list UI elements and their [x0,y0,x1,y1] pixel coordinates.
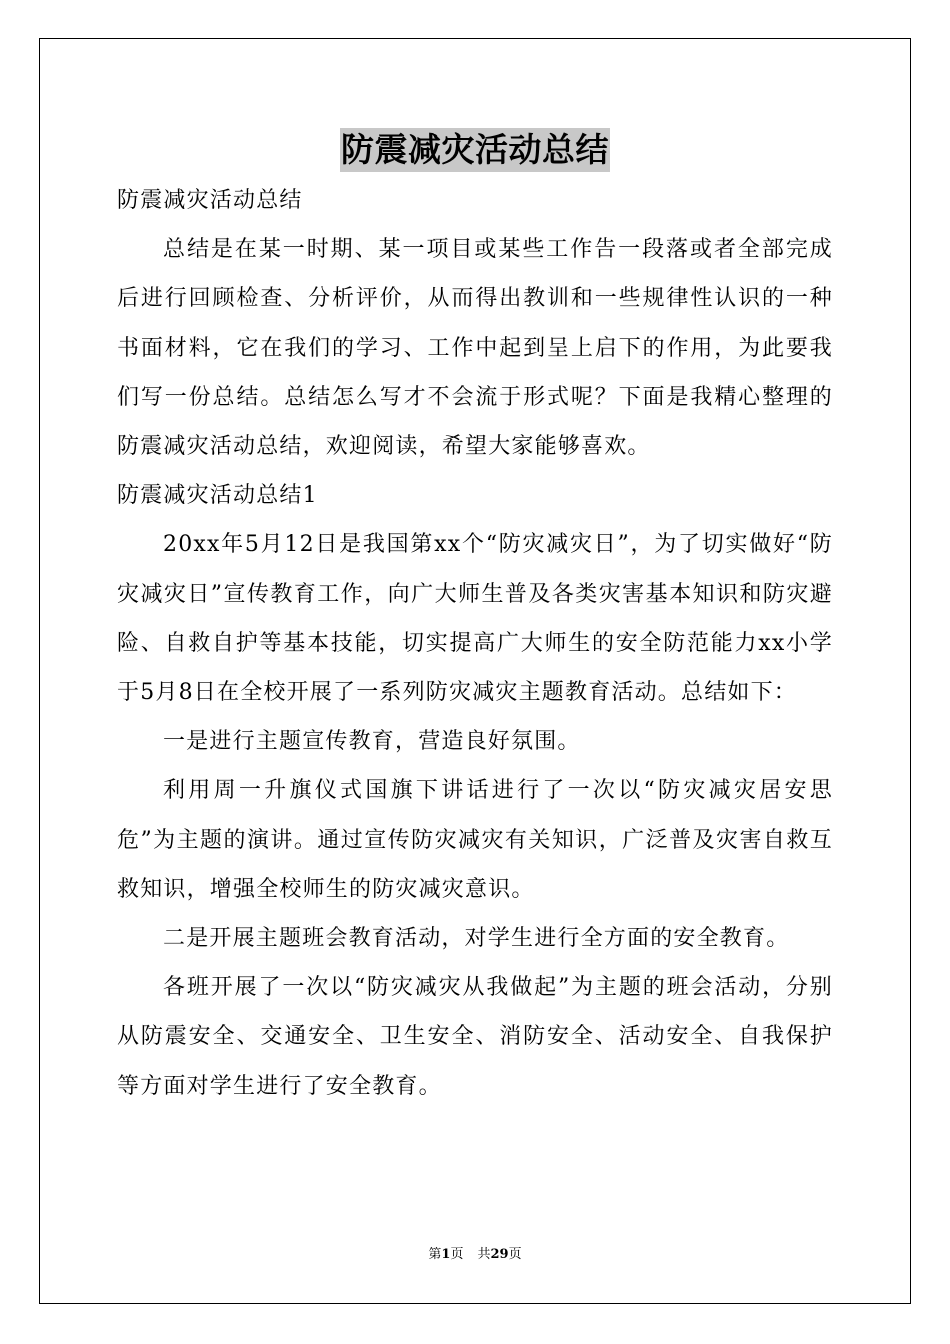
page-prefix: 第 [428,1247,442,1262]
paragraph-3: 20xx年5月12日是我国第xx个“防灾减灾日”，为了切实做好“防灾减灾日”宣传教育工作，向广大师生普及各类灾害基本知识和防灾避险、自救自护等基本技能，切实提高广大师生的安全防范能力xx小学于5月8日在全校开展了一系列防灾减灾主题教育活动。总结如下： [117,532,833,706]
page-total: 29 [490,1247,509,1262]
paragraph-4: 一是进行主题宣传教育，营造良好氛围。 [163,729,581,755]
paragraph-2: 防震减灾活动总结1 [117,483,318,509]
page-suffix: 页 [450,1247,464,1262]
paragraph-6: 二是开展主题班会教育活动，对学生进行全方面的安全教育。 [163,926,790,952]
paragraph-7: 各班开展了一次以“防灾减灾从我做起”为主题的班会活动，分别从防震安全、交通安全、卫生安全、消防安全、活动安全、自我保护等方面对学生进行了安全教育。 [117,975,833,1099]
paragraph-0: 防震减灾活动总结 [117,188,303,213]
title-container [0,128,950,172]
document-title: 防震减灾活动总结 [340,128,610,172]
page-current: 1 [441,1247,451,1262]
total-prefix: 共 [477,1247,491,1262]
total-suffix: 页 [508,1247,522,1262]
page-footer [0,1246,950,1264]
paragraph-5: 利用周一升旗仪式国旗下讲话进行了一次以“防灾减灾居安思危”为主题的演讲。通过宣传防灾减灾有关知识，广泛普及灾害自救互救知识，增强全校师生的防灾减灾意识。 [117,778,833,902]
paragraph-1: 总结是在某一时期、某一项目或某些工作告一段落或者全部完成后进行回顾检查、分析评价，从而得出教训和一些规律性认识的一种书面材料，它在我们的学习、工作中起到呈上启下的作用，为此要我们写一份总结。总结怎么写才不会流于形式呢？下面是我精心整理的防震减灾活动总结，欢迎阅读，希望大家能够喜欢。 [117,237,833,460]
document-body [117,176,833,1111]
